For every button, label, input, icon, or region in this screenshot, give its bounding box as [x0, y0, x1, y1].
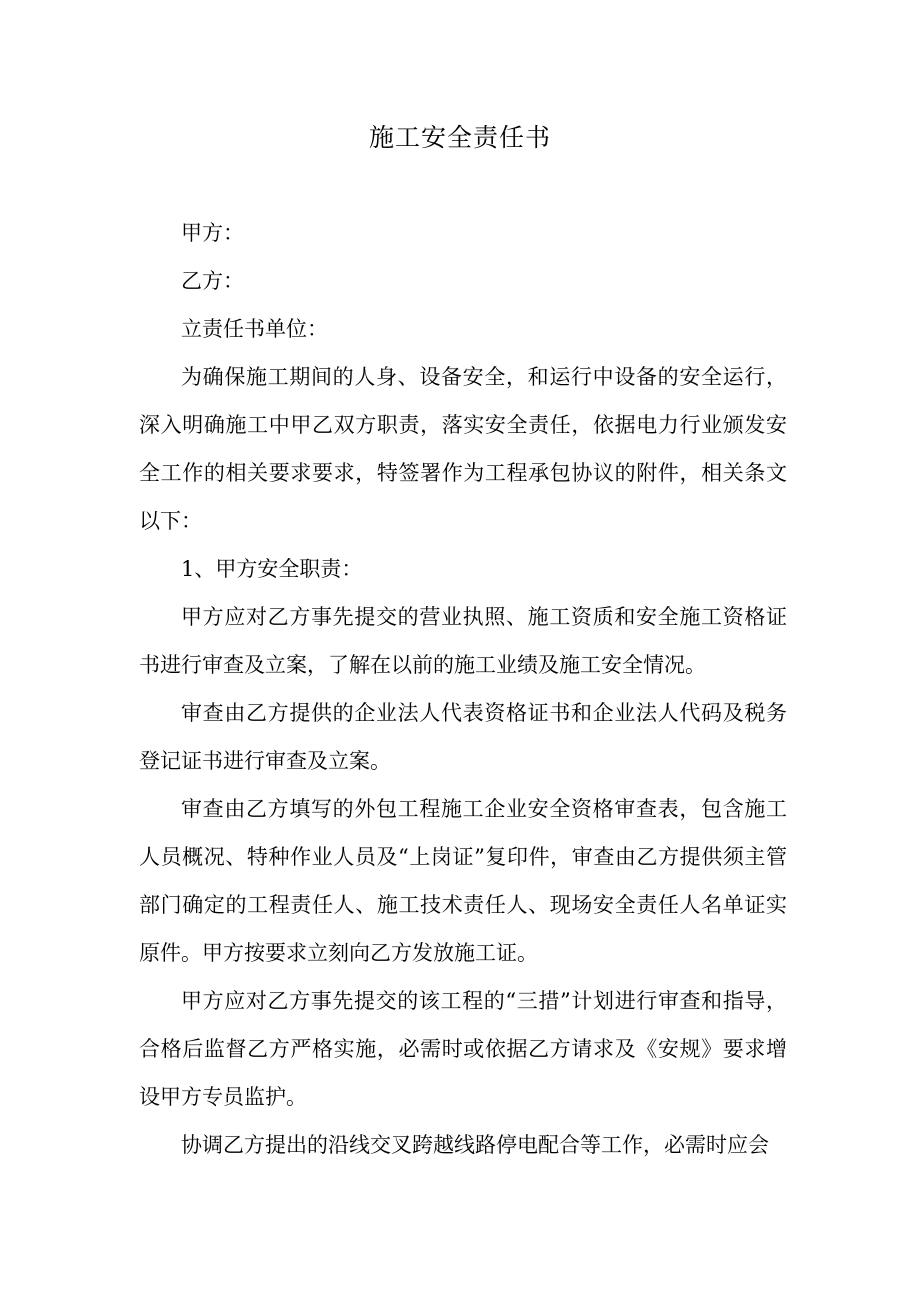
- party-b-line: 乙方：: [181, 269, 244, 293]
- section-heading: 1、甲方安全职责：: [181, 557, 363, 581]
- body-paragraph: 审查由乙方填写的外包工程施工企业安全资格审查表，包含施工人员概况、特种作业人员及“上岗证”复印件，审查由乙方提供须主管部门确定的工程责任人、施工技术责任人、现场安全责任人名单证实原件。甲方按要求立刻向乙方发放施工证。: [139, 797, 787, 965]
- body-paragraph: 协调乙方提出的沿线交叉跨越线路停电配合等工作，必需时应会: [181, 1133, 769, 1157]
- body-paragraph: 甲方应对乙方事先提交的营业执照、施工资质和安全施工资格证书进行审查及立案，了解在以前的施工业绩及施工安全情况。: [139, 605, 787, 677]
- document-body: [139, 209, 787, 1169]
- intro-paragraph: 为确保施工期间的人身、设备安全，和运行中设备的安全运行，深入明确施工中甲乙双方职责，落实安全责任，依据电力行业颁发安全工作的相关要求要求，特签署作为工程承包协议的附件，相关条文以下：: [139, 365, 787, 533]
- body-paragraph: 审查由乙方提供的企业法人代表资格证书和企业法人代码及税务登记证书进行审查及立案。: [139, 701, 787, 773]
- issuing-unit-line: 立责任书单位：: [181, 317, 328, 341]
- body-paragraph: 甲方应对乙方事先提交的该工程的“三措”计划进行审查和指导，合格后监督乙方严格实施，必需时或依据乙方请求及《安规》要求增设甲方专员监护。: [139, 989, 787, 1109]
- document-title: 施工安全责任书: [368, 123, 551, 152]
- party-a-line: 甲方：: [181, 221, 244, 245]
